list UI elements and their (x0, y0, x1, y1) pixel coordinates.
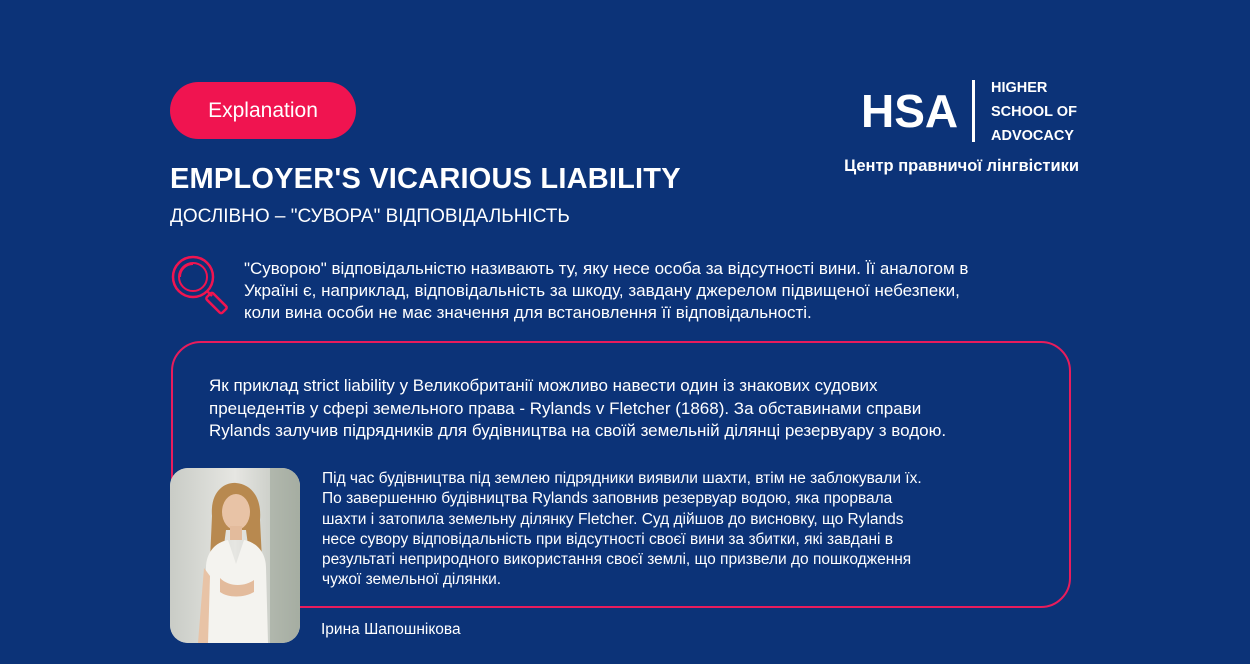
hsa-logo-abbr: HSA (861, 85, 959, 137)
case-line: Rylands залучив підрядників для будівництва на своїй земельній ділянці резервуару з водою. (209, 421, 947, 440)
hsa-logo-words (991, 76, 1077, 148)
detail-line: чужої земельної ділянки. (322, 571, 502, 589)
detail-line: Під час будівництва під землею підрядники виявили шахти, втім не заблокували їх. (322, 470, 922, 487)
logo-divider (972, 80, 975, 142)
case-details (322, 469, 922, 591)
logo-line: ADVOCACY (991, 128, 1074, 144)
case-line: прецедентів у сфері земельного права - Rylands v Fletcher (1868). За обставинами справи (209, 398, 922, 418)
magnifier-icon (168, 252, 234, 318)
intro-line: коли вина особи не має значення для встановлення її відповідальності. (244, 303, 812, 322)
explanation-badge-label: Explanation (208, 98, 318, 122)
intro-line: Україні є, наприклад, відповідальність за шкоду, завдану джерелом підвищеної небезпеки, (244, 281, 960, 300)
logo-line: SCHOOL OF (991, 104, 1077, 120)
author-name: Ірина Шапошнікова (321, 621, 461, 638)
case-paragraph (209, 375, 946, 443)
intro-paragraph (244, 258, 1074, 324)
author-photo (170, 468, 300, 643)
center-name: Центр правничої лінгвістики (844, 157, 1079, 175)
case-line: Як приклад strict liability у Великобританії можливо навести один із знакових судових (209, 376, 878, 395)
detail-line: По завершенню будівництва Rylands заповнив резервуар водою, яка прорвала (322, 490, 893, 508)
logo-line: HIGHER (991, 80, 1048, 96)
detail-line: шахти і затопила земельну ділянку Fletcher. Суд дійшов до висновку, що Rylands (322, 510, 904, 528)
page-title: EMPLOYER'S VICARIOUS LIABILITY (170, 163, 681, 195)
page-subtitle: ДОСЛІВНО – "СУВОРА" ВІДПОВІДАЛЬНІСТЬ (170, 206, 570, 227)
detail-line: результаті неприродного використання своєї землі, що призвели до пошкодження (322, 551, 912, 569)
explanation-badge (170, 82, 356, 139)
detail-line: несе сувору відповідальність при відсутності своєї вини за збитки, які завдані в (322, 530, 893, 548)
intro-line: "Суворою" відповідальністю називають ту, яку несе особа за відсутності вини. Її аналогом в (244, 259, 969, 278)
